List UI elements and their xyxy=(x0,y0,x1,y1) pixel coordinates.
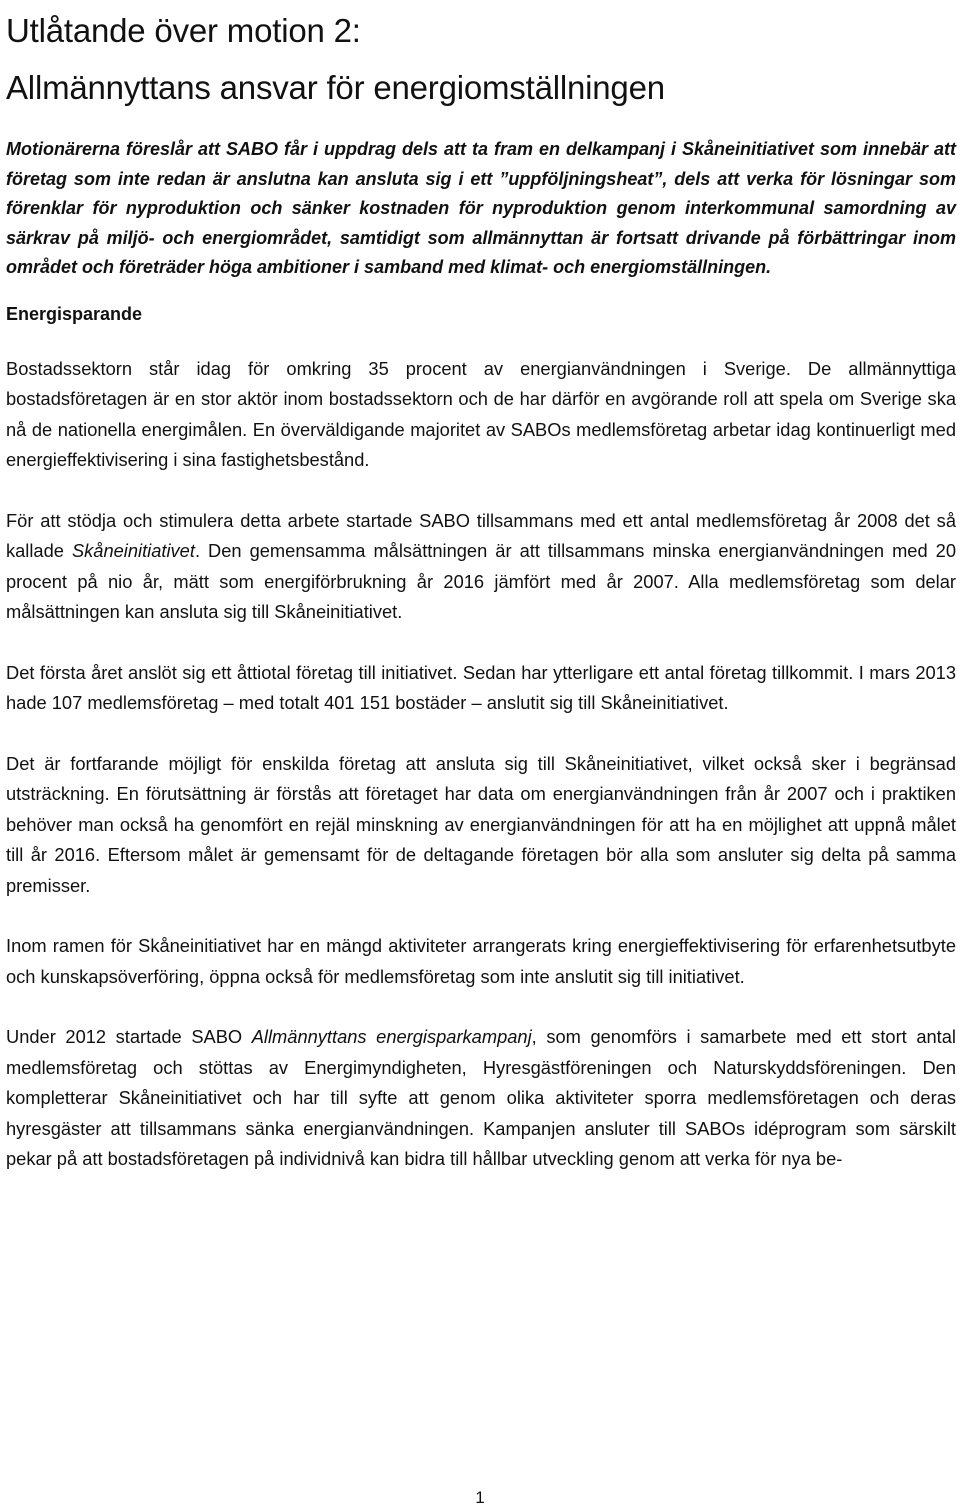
paragraph-2-text-b: . Den gemensamma målsättningen är att tillsammans minska energianvändningen med 20 procent på nio år, mätt som energiförbrukning år 2016 jämfört med år 2007. Alla medlemsföretag som delar målsättningen kan ansluta sig till Skåneinitiativet. xyxy=(6,540,957,623)
paragraph-2-italic: Skåneinitiativet xyxy=(71,540,195,562)
paragraph-6 xyxy=(6,1022,956,1175)
document-title xyxy=(6,0,956,116)
paragraph-6-italic: Allmännyttans energisparkampanj xyxy=(251,1026,532,1048)
paragraph-2-text-a: För att stödja och stimulera detta arbete startade SABO tillsammans med ett antal medlemsföretag år 2008 det så kallade xyxy=(6,509,956,562)
paragraph-4: Det är fortfarande möjligt för enskilda företag att ansluta sig till Skåneinitiativet, vilket också sker i begränsad utsträckning. En förutsättning är förstås att företaget har data om energianvändningen från år 2007 och i praktiken behöver man också ha genomfört en rejäl minskning av energianvändningen för att ha en möjlighet att uppnå målet till år 2016. Eftersom målet är gemensamt för de deltagande företagen bör alla som ansluter sig delta på samma premisser. xyxy=(6,752,956,896)
paragraph-2 xyxy=(6,506,956,628)
section-heading: Energisparande xyxy=(6,303,143,324)
paragraph-5: Inom ramen för Skåneinitiativet har en mängd aktiviteter arrangerats kring energieffektivisering för erfarenhetsutbyte och kunskapsöverföring, öppna också för medlemsföretag som inte anslutit sig till initiativet. xyxy=(6,935,956,987)
paragraph-6-text-b: , som genomförs i samarbete med ett stort antal medlemsföretag och stöttas av Energimyndigheten, Hyresgästföreningen och Naturskyddsföreningen. Den kompletterar Skåneinitiativet och har till syfte att genom olika aktiviteter sporra medlemsföretagen och deras hyresgäster att tillsammans sänka energianvändningen. Kampanjen ansluter till SABOs idéprogram som särskilt pekar på att bostadsföretagen på individnivå kan bidra till hållbar utveckling genom att verka för nya be- xyxy=(6,1026,956,1170)
document-page xyxy=(6,0,956,1175)
paragraph-1: Bostadssektorn står idag för omkring 35 procent av energianvändningen i Sverige. De allmännyttiga bostadsföretagen är en stor aktör inom bostadssektorn och de har därför en avgörande roll att spela om Sverige ska nå de nationella energimålen. En överväldigande majoritet av SABOs medlemsföretag arbetar idag kontinuerligt med energieffektivisering i sina fastighetsbestånd. xyxy=(6,357,956,471)
page-number: 1 xyxy=(475,1488,485,1507)
title-line-2: Allmännyttans ansvar för energiomställningen xyxy=(6,69,665,106)
paragraph-6-text-a: Under 2012 startade SABO xyxy=(6,1026,252,1048)
title-line-1: Utlåtande över motion 2: xyxy=(6,12,361,49)
motion-summary: Motionärerna föreslår att SABO får i uppdrag dels att ta fram en delkampanj i Skåneinitiativet som innebär att företag som inte redan är anslutna kan ansluta sig i ett ”uppföljningsheat”, dels att verka för lösningar som förenklar för nyproduktion och sänker kostnaden för nyproduktion genom interkommunal samordning av särkrav på miljö- och energiområdet, samtidigt som allmännyttan är fortsatt drivande på förbättringar inom området och företräder höga ambitioner i samband med klimat- och energiomställningen. xyxy=(6,139,956,278)
paragraph-3: Det första året anslöt sig ett åttiotal företag till initiativet. Sedan har ytterligare ett antal företag tillkommit. I mars 2013 hade 107 medlemsföretag – med totalt 401 151 bostäder – anslutit sig till Skåneinitiativet. xyxy=(6,661,956,714)
